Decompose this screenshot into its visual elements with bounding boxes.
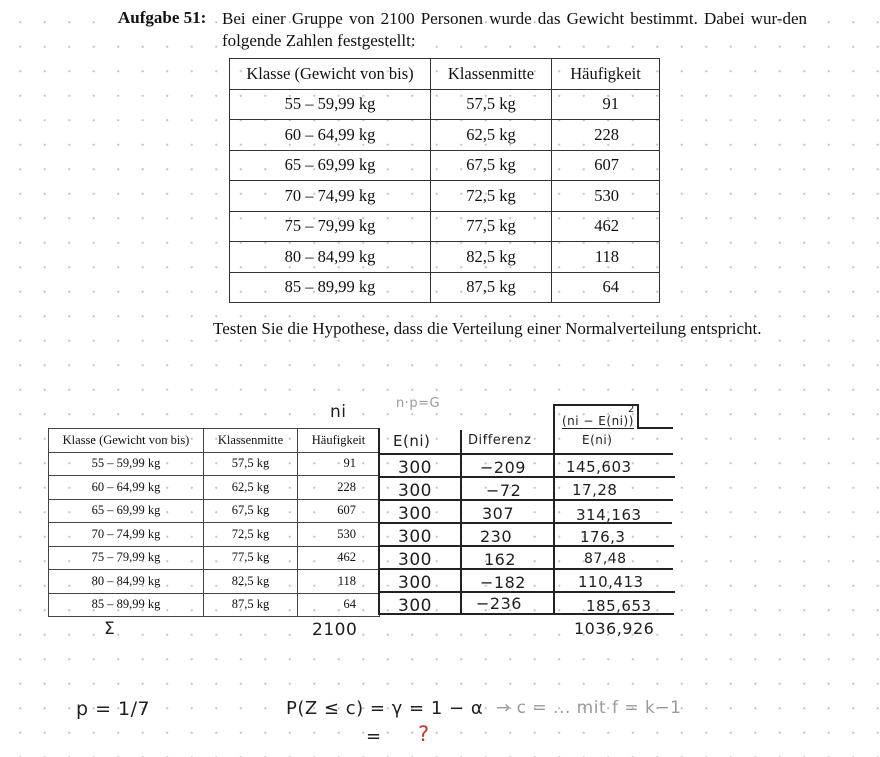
cell-class: 60 – 64,99 kg (49, 476, 204, 500)
table-row (230, 150, 660, 181)
header-midpoint: Klassenmitte (431, 59, 552, 90)
chi-sum: 1036,926 (574, 619, 655, 638)
cell-class: 80 – 84,99 kg (49, 570, 204, 594)
cell-midpoint: 67,5 kg (431, 150, 552, 181)
cell-class: 85 – 89,99 kg (230, 272, 431, 303)
cell-midpoint: 62,5 kg (431, 120, 552, 151)
cell-midpoint: 82,5 kg (431, 242, 552, 273)
cell-frequency: 462 (298, 546, 380, 570)
table-row (49, 523, 380, 547)
formula-numerator: (ni − E(ni)) (562, 414, 634, 428)
cell-frequency: 530 (552, 181, 660, 212)
header-frequency: Häufigkeit (298, 429, 380, 453)
result-question-mark: ? (418, 722, 430, 746)
cell-midpoint: 77,5 kg (431, 211, 552, 242)
table-row (230, 272, 660, 303)
hand-drawn-line (637, 427, 673, 429)
cell-class: 65 – 69,99 kg (230, 150, 431, 181)
cell-frequency: 64 (298, 593, 380, 617)
header-frequency: Häufigkeit (552, 59, 660, 90)
npg-note: n·p=G (396, 396, 441, 411)
task-question: Testen Sie die Hypothese, dass die Verteilung einer Normalverteilung entspricht. (213, 319, 762, 338)
cell-midpoint: 77,5 kg (204, 546, 298, 570)
chi-term: 17,28 (572, 481, 618, 499)
data-table (229, 58, 660, 303)
table-row (230, 242, 660, 273)
task-label: Aufgabe 51: (118, 8, 207, 27)
p-equation: p = 1/7 (76, 698, 151, 720)
table-row (230, 89, 660, 120)
task-text: Bei einer Gruppe von 2100 Personen wurde das Gewicht bestimmt. Dabei wur-den folgende Zahlen festgestellt: (222, 9, 807, 50)
hand-drawn-line (378, 428, 380, 614)
cell-frequency: 530 (298, 523, 380, 547)
chi-term: 145,603 (566, 458, 632, 476)
table-header-row (230, 59, 660, 90)
cell-frequency: 64 (552, 272, 660, 303)
table-row (230, 211, 660, 242)
sum-symbol: Σ (104, 619, 116, 639)
hand-drawn-line (637, 404, 639, 428)
hand-drawn-line (555, 404, 639, 406)
cell-frequency: 607 (298, 499, 380, 523)
difference-value: 162 (484, 550, 517, 569)
cell-frequency: 91 (552, 89, 660, 120)
chi-term: 176,3 (580, 528, 626, 546)
expected-value: 300 (398, 458, 432, 478)
cell-class: 70 – 74,99 kg (230, 181, 431, 212)
formula-continuation: → c = ... mit f = k−1 (496, 698, 682, 718)
cell-frequency: 118 (298, 570, 380, 594)
sum-total: 2100 (312, 620, 358, 640)
cell-midpoint: 87,5 kg (204, 593, 298, 617)
cell-midpoint: 72,5 kg (431, 181, 552, 212)
cell-midpoint: 72,5 kg (204, 523, 298, 547)
cell-class: 70 – 74,99 kg (49, 523, 204, 547)
table-row (49, 499, 380, 523)
header-class: Klasse (Gewicht von bis) (230, 59, 431, 90)
ni-label: ni (330, 402, 347, 422)
hand-drawn-line (380, 453, 673, 455)
expected-value: 300 (398, 527, 432, 547)
table-row (49, 593, 380, 617)
cell-class: 85 – 89,99 kg (49, 593, 204, 617)
cell-class: 55 – 59,99 kg (49, 452, 204, 476)
cell-frequency: 118 (552, 242, 660, 273)
cell-midpoint: 57,5 kg (431, 89, 552, 120)
expected-value: 300 (398, 573, 432, 593)
difference-value: −236 (476, 594, 522, 613)
cell-frequency: 462 (552, 211, 660, 242)
difference-value: −182 (480, 573, 526, 592)
chi-term: 110,413 (578, 573, 644, 591)
cell-frequency: 228 (552, 120, 660, 151)
formula-denominator: E(ni) (582, 433, 613, 447)
data-table-copy (48, 428, 380, 617)
cell-class: 55 – 59,99 kg (230, 89, 431, 120)
hand-drawn-line (553, 404, 555, 614)
table-row (49, 546, 380, 570)
expected-value: 300 (398, 504, 432, 524)
difference-value: −72 (486, 481, 522, 500)
cell-midpoint: 82,5 kg (204, 570, 298, 594)
expected-value: 300 (398, 550, 432, 570)
table-row (49, 452, 380, 476)
table-row (230, 120, 660, 151)
expected-value: 300 (398, 596, 432, 616)
cell-midpoint: 62,5 kg (204, 476, 298, 500)
difference-value: 307 (482, 504, 515, 523)
cell-frequency: 91 (298, 452, 380, 476)
table-row (49, 570, 380, 594)
table-row (49, 476, 380, 500)
cell-class: 75 – 79,99 kg (49, 546, 204, 570)
cell-class: 65 – 69,99 kg (49, 499, 204, 523)
expected-value: 300 (398, 481, 432, 501)
chi-term: 185,653 (586, 597, 652, 615)
cell-class: 80 – 84,99 kg (230, 242, 431, 273)
cell-midpoint: 87,5 kg (431, 272, 552, 303)
difference-value: −209 (480, 458, 526, 477)
header-class: Klasse (Gewicht von bis) (49, 429, 204, 453)
header-midpoint: Klassenmitte (204, 429, 298, 453)
chi-term: 314,163 (576, 506, 642, 524)
cell-frequency: 228 (298, 476, 380, 500)
result-equals: = (366, 726, 382, 747)
difference-header: Differenz (468, 433, 532, 448)
expected-header: E(ni) (393, 432, 431, 450)
cell-midpoint: 67,5 kg (204, 499, 298, 523)
table-row (230, 181, 660, 212)
cell-class: 60 – 64,99 kg (230, 120, 431, 151)
probability-formula: P(Z ≤ c) = γ = 1 − α (286, 698, 484, 719)
formula-exponent: 2 (628, 404, 635, 415)
cell-frequency: 607 (552, 150, 660, 181)
cell-midpoint: 57,5 kg (204, 452, 298, 476)
chi-term: 87,48 (584, 551, 627, 567)
table-header-row (49, 429, 380, 453)
difference-value: 230 (480, 527, 513, 546)
cell-class: 75 – 79,99 kg (230, 211, 431, 242)
